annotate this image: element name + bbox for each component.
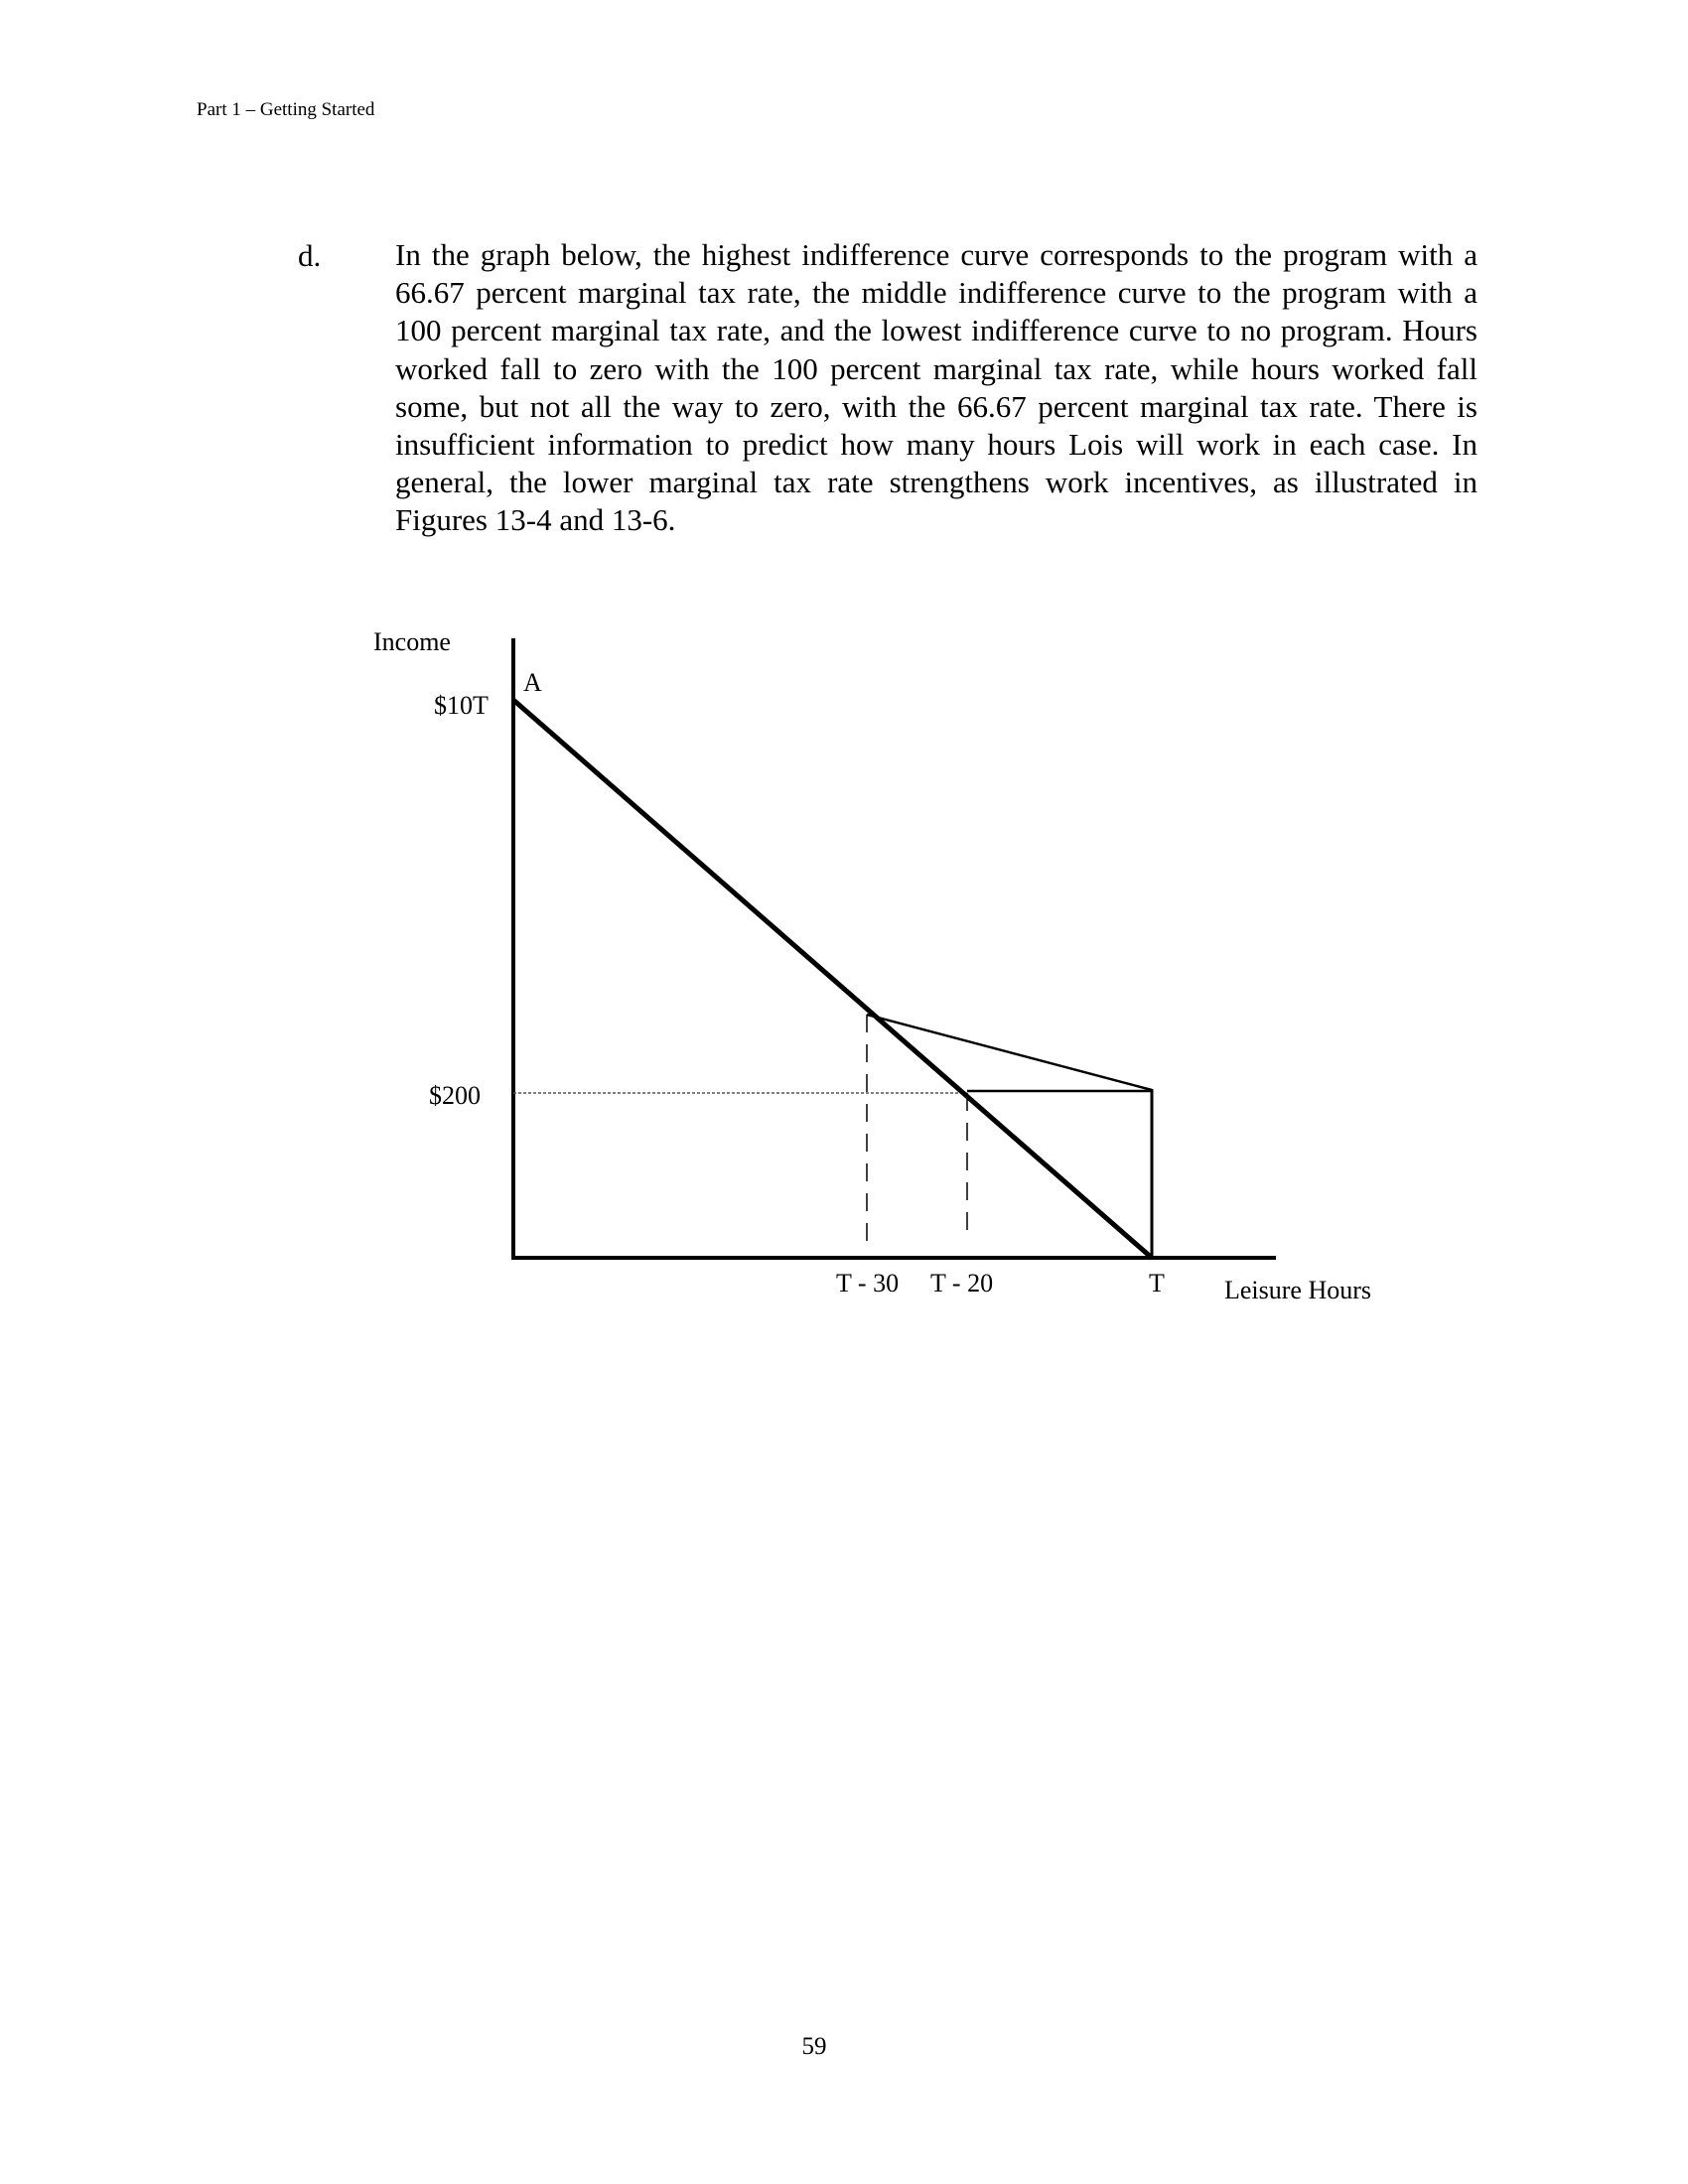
budget-line-66-percent xyxy=(867,1015,1152,1090)
budget-line-no-program xyxy=(513,700,1152,1258)
x-tick-label-t20: T - 20 xyxy=(930,1269,994,1297)
y-tick-label-top: $10T xyxy=(434,691,489,720)
y-axis-label: Income xyxy=(373,627,451,656)
x-tick-label-t: T xyxy=(1149,1269,1165,1297)
x-axis-label: Leisure Hours xyxy=(1224,1276,1372,1304)
y-tick-label-guarantee: $200 xyxy=(429,1081,481,1110)
point-label-a: A xyxy=(523,668,542,697)
x-tick-label-t30: T - 30 xyxy=(836,1269,900,1297)
page-number: 59 xyxy=(801,2033,827,2060)
item-marker: d. xyxy=(298,238,322,273)
running-header: Part 1 – Getting Started xyxy=(197,99,375,120)
item-paragraph: In the graph below, the highest indifference curve corresponds to the program with a 66.67 percent marginal tax rate, the middle indifference curve to the program with a 100 percent marginal tax rate, and the lowest indifference curve to no program. Hours worked fall to zero with the 100 percent marginal tax rate, while hours worked fall some, but not all the way to zero, with the 66.67 percent marginal tax rate. There is insufficient information to predict how many hours Lois will work in each case. In general, the lower marginal tax rate strengthens work incentives, as illustrated in Figures 13-4 and 13-6. xyxy=(395,237,1477,538)
